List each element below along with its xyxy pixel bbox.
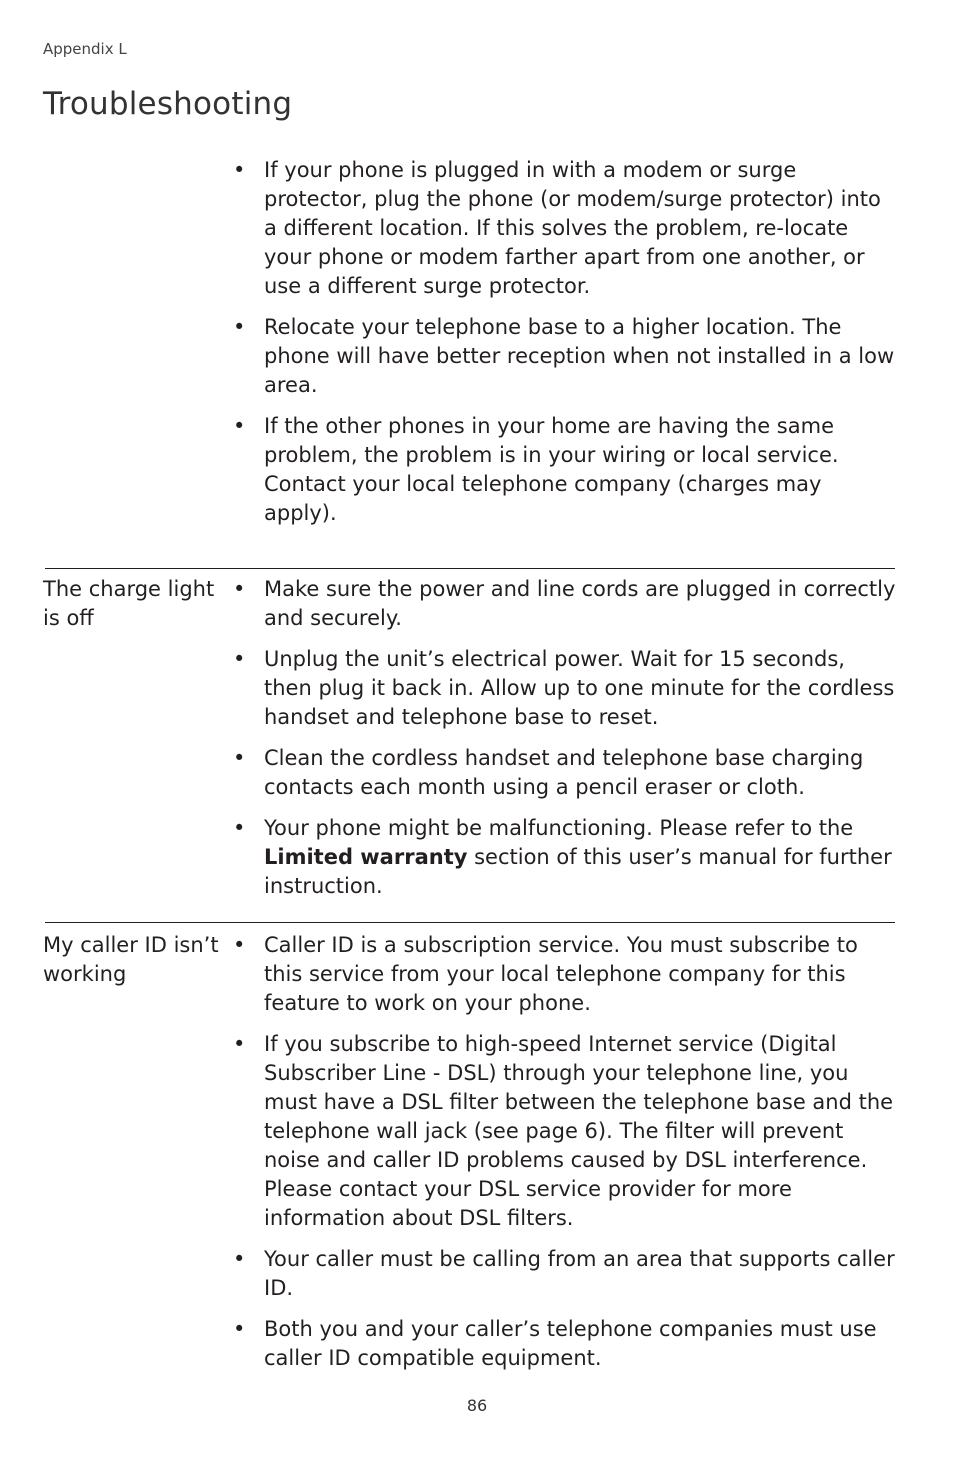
list-item [233,744,897,802]
list-item-text: If the other phones in your home are having the same problem, the problem is in your wiring or local service. Contact your local telephone company (charges may apply). [264,414,839,525]
bullet-icon: • [233,315,246,339]
warranty-text-before: Your phone might be malfunctioning. Please refer to the [264,816,854,840]
page-title: Troubleshooting [43,86,293,122]
bullet-icon: • [233,933,246,957]
bullet-icon: • [233,746,246,770]
bullet-list [233,931,897,1385]
bullet-icon: • [233,647,246,671]
warranty-text-after: section of this user’s manual for further instruction. [264,845,892,898]
list-item-text: Relocate your telephone base to a higher location. The phone will have better reception when not installed in a low area. [264,315,895,397]
list-item-text: If your phone is plugged in with a modem or surge protector, plug the phone (or modem/surge protector) into a different location. If this solves the problem, re-locate your phone or modem farther apart from one another, or use a different surge protector. [264,158,881,298]
bullet-icon: • [233,1032,246,1056]
list-item [233,1315,897,1373]
limited-warranty-reference: Limited warranty [264,845,468,869]
list-item-text: Clean the cordless handset and telephone base charging contacts each month using a pencil eraser or cloth. [264,746,864,799]
section-divider [45,568,895,569]
bullet-icon: • [233,816,246,840]
list-item [233,1030,897,1233]
list-item-text: Caller ID is a subscription service. You must subscribe to this service from your local telephone company for this feature to work on your phone. [264,933,858,1015]
list-item-text: Both you and your caller’s telephone companies must use caller ID compatible equipment. [264,1317,877,1370]
list-item [233,313,897,400]
bullet-list [233,575,897,913]
bullet-icon: • [233,158,246,182]
bullet-icon: • [233,414,246,438]
bullet-icon: • [233,1247,246,1271]
list-item-text: If you subscribe to high-speed Internet service (Digital Subscriber Line - DSL) through your telephone line, you must have a DSL filter between the telephone base and the telephone wall jack (see page 6). The filter will prevent noise and caller ID problems caused by DSL interference. Please contact your DSL service provider for more information about DSL filters. [264,1032,894,1230]
problem-label: The charge light is off [43,577,215,630]
bullet-icon: • [233,1317,246,1341]
list-item-warranty [233,814,897,901]
list-item [233,1245,897,1303]
list-item [233,575,897,633]
section-divider [45,922,895,923]
list-item-text: Unplug the unit’s electrical power. Wait for 15 seconds, then plug it back in. Allow up to one minute for the cordless handset and telephone base to reset. [264,647,895,729]
problem-label: My caller ID isn’t working [43,933,219,986]
list-item [233,412,897,528]
bullet-icon: • [233,577,246,601]
list-item [233,645,897,732]
list-item [233,931,897,1018]
list-item-text: Make sure the power and line cords are plugged in correctly and securely. [264,577,896,630]
page-number: 86 [466,1396,488,1415]
list-item-text: Your caller must be calling from an area that supports caller ID. [264,1247,895,1300]
bullet-list [233,156,897,540]
list-item [233,156,897,301]
appendix-label: Appendix L [43,40,127,58]
